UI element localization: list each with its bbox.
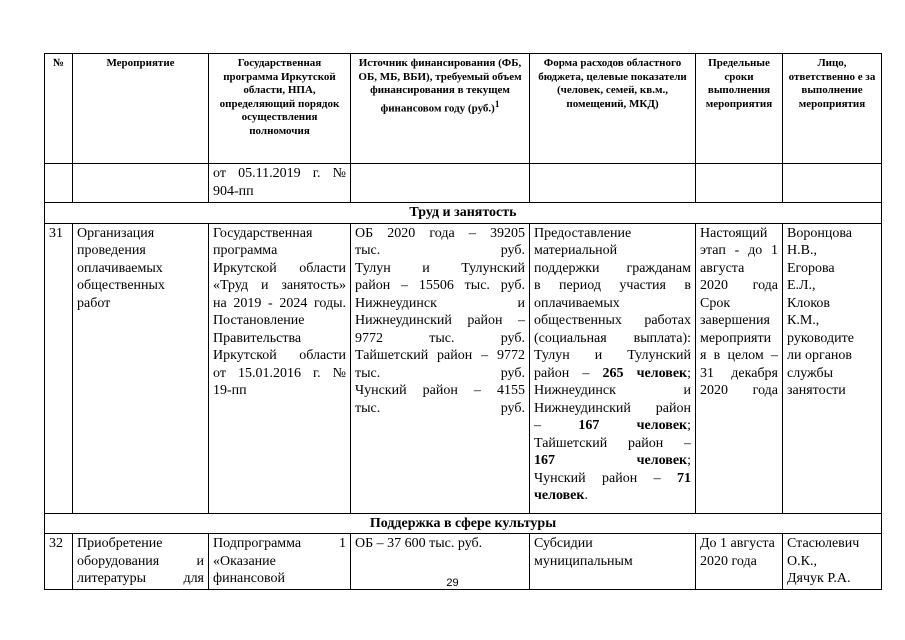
table-row bbox=[45, 223, 882, 513]
section-title: Поддержка в сфере культуры bbox=[45, 513, 882, 534]
cell-line: литературы для bbox=[77, 571, 204, 586]
cell-line: Чунский район – 4155 bbox=[355, 383, 525, 398]
cell-line: Организация bbox=[77, 225, 155, 241]
cell-line: ли органов bbox=[787, 348, 853, 363]
cell-empty bbox=[783, 164, 882, 203]
cell-line: этап - до 1 bbox=[700, 243, 778, 258]
cell-deadline bbox=[696, 223, 783, 513]
cell-program bbox=[209, 223, 351, 513]
cell-line: материальной bbox=[534, 243, 618, 258]
header-program: Государственная программа Иркутской области, НПА, определяющий порядок осуществления полномочия bbox=[209, 54, 351, 164]
header-funding bbox=[351, 54, 530, 164]
cell-line: Тулун и Тулунский bbox=[534, 348, 691, 363]
cell-line: оплачиваемых bbox=[77, 260, 163, 276]
cell-line: Субсидии bbox=[534, 536, 593, 551]
cell-line: Нижнеудинский район bbox=[534, 400, 691, 416]
cell-line: Тайшетский район – bbox=[534, 435, 691, 451]
cell-line: службы bbox=[787, 365, 834, 381]
header-number: № bbox=[45, 54, 73, 164]
cell-line: Настоящий bbox=[700, 225, 768, 241]
cell-funding bbox=[351, 223, 530, 513]
section-row-labor bbox=[45, 203, 882, 224]
cell-line: 2020 года bbox=[700, 278, 778, 293]
cell-line: К.М., bbox=[787, 313, 820, 328]
continuation-row bbox=[45, 164, 882, 203]
section-title: Труд и занятость bbox=[45, 203, 882, 224]
cell-line: августа bbox=[700, 260, 745, 276]
cell-line: район – 265 человек; bbox=[534, 365, 691, 381]
cell-empty bbox=[530, 164, 696, 203]
bold-count: 71 bbox=[677, 470, 691, 486]
cell-line: я в целом – bbox=[700, 348, 778, 363]
cell-line: ОБ – 37 600 тыс. руб. bbox=[355, 536, 483, 551]
cell-line: О.К., bbox=[787, 553, 817, 569]
cell-line: Правительства bbox=[213, 330, 302, 346]
cell-line: Н.В., bbox=[787, 243, 817, 258]
cell-program bbox=[209, 164, 351, 203]
cell-form bbox=[530, 223, 696, 513]
cell-line: Воронцова bbox=[787, 225, 852, 241]
cell-line: муниципальным bbox=[534, 553, 633, 569]
cell-line: финансовой bbox=[213, 571, 285, 586]
cell-line: До 1 августа bbox=[700, 536, 775, 551]
bold-count: человек bbox=[534, 488, 585, 503]
section-row-culture bbox=[45, 513, 882, 534]
cell-line: Нижнеудинск и bbox=[534, 383, 691, 398]
cell-line: тыс. руб. bbox=[355, 365, 525, 381]
cell-line: проведения bbox=[77, 243, 146, 258]
cell-line: Нижнеудинск и bbox=[355, 295, 525, 311]
cell-empty bbox=[696, 164, 783, 203]
cell-line: Приобретение bbox=[77, 536, 163, 551]
cell-line: Клоков bbox=[787, 295, 831, 311]
cell-event bbox=[73, 223, 209, 513]
cell-line: человек. bbox=[534, 488, 588, 503]
cell-line: «Оказание bbox=[213, 553, 276, 569]
cell-empty bbox=[351, 164, 530, 203]
cell-line: (социальная выплата): bbox=[534, 330, 691, 346]
cell-responsible bbox=[783, 223, 882, 513]
cell-line: Е.Л., bbox=[787, 278, 816, 293]
cell-line: руководите bbox=[787, 330, 854, 346]
cell-line: в период участия в bbox=[534, 278, 691, 293]
cell-line: 167 человек; bbox=[534, 453, 691, 468]
cell-line: Стасюлевич bbox=[787, 536, 860, 551]
cell-line: Дячук Р.А. bbox=[787, 571, 851, 586]
header-footnote-mark: 1 bbox=[494, 98, 500, 109]
cell-line: завершения bbox=[700, 313, 770, 328]
header-funding-text: Источник финансирования (ФБ, ОБ, МБ, ВБИ), требуемый объем финансирования в текущем финансовом году (руб.) bbox=[358, 57, 522, 115]
cell-line: 19-пп bbox=[213, 383, 247, 398]
cell-number: 32 bbox=[45, 534, 73, 590]
cell-line: – 167 человек; bbox=[534, 418, 691, 433]
header-form: Форма расходов областного бюджета, целевые показатели (человек, семей, кв.м., помещений, МКД) bbox=[530, 54, 696, 164]
cell-line: оборудования и bbox=[77, 553, 204, 569]
cell-line: Постановление bbox=[213, 313, 305, 328]
cell-line: Тайшетский район – 9772 bbox=[355, 348, 525, 363]
header-row bbox=[45, 54, 882, 164]
cell-line: Егорова bbox=[787, 260, 835, 276]
cell-line: мероприяти bbox=[700, 330, 772, 346]
cell-line: 2020 года bbox=[700, 553, 757, 569]
cell-line: 9772 тыс. руб. bbox=[355, 330, 525, 346]
bold-count: 167 человек bbox=[534, 453, 688, 468]
header-deadline: Предельные сроки выполнения мероприятия bbox=[696, 54, 783, 164]
cell-line: тыс. руб. bbox=[355, 400, 525, 416]
cell-line: поддержки гражданам bbox=[534, 260, 691, 276]
cell-line: Государственная bbox=[213, 225, 313, 241]
cell-line: Подпрограмма 1 bbox=[213, 536, 346, 551]
cell-line: Нижнеудинский район – bbox=[355, 313, 525, 328]
cell-empty bbox=[73, 164, 209, 203]
cell-line: Иркутской области bbox=[213, 348, 346, 363]
cell-number: 31 bbox=[45, 223, 73, 513]
cell-line: от 15.01.2016 г. № bbox=[213, 365, 346, 381]
cell-line: оплачиваемых bbox=[534, 295, 620, 311]
cell-line: программа bbox=[213, 243, 278, 258]
cell-line: от 05.11.2019 г. № bbox=[213, 166, 346, 181]
cell-line: Чунский район – 71 bbox=[534, 470, 691, 486]
bold-count: 265 человек bbox=[602, 365, 688, 381]
cell-line: работ bbox=[77, 295, 111, 311]
cell-line: 2020 года bbox=[700, 383, 778, 398]
header-event: Мероприятие bbox=[73, 54, 209, 164]
cell-line: Тулун и Тулунский bbox=[355, 260, 525, 276]
cell-line: Иркутской области bbox=[213, 260, 346, 276]
bold-count: 167 человек bbox=[578, 418, 688, 433]
header-responsible: Лицо, ответственно е за выполнение мероприятия bbox=[783, 54, 882, 164]
cell-empty bbox=[45, 164, 73, 203]
measures-table bbox=[44, 53, 882, 590]
cell-line: район – 15506 тыс. руб. bbox=[355, 278, 525, 293]
cell-line: тыс. руб. bbox=[355, 243, 525, 258]
cell-line: общественных bbox=[77, 278, 165, 293]
cell-line: общественных работах bbox=[534, 313, 691, 328]
cell-line: 31 декабря bbox=[700, 365, 778, 381]
cell-line: ОБ 2020 года – 39205 bbox=[355, 225, 525, 241]
page-number: 29 bbox=[446, 577, 459, 589]
cell-line: на 2019 - 2024 годы. bbox=[213, 295, 346, 311]
cell-line: «Труд и занятость» bbox=[213, 278, 346, 293]
cell-line: Предоставление bbox=[534, 225, 632, 241]
cell-line: занятости bbox=[787, 383, 846, 398]
cell-line: Срок bbox=[700, 295, 731, 311]
cell-line: 904-пп bbox=[213, 183, 254, 199]
